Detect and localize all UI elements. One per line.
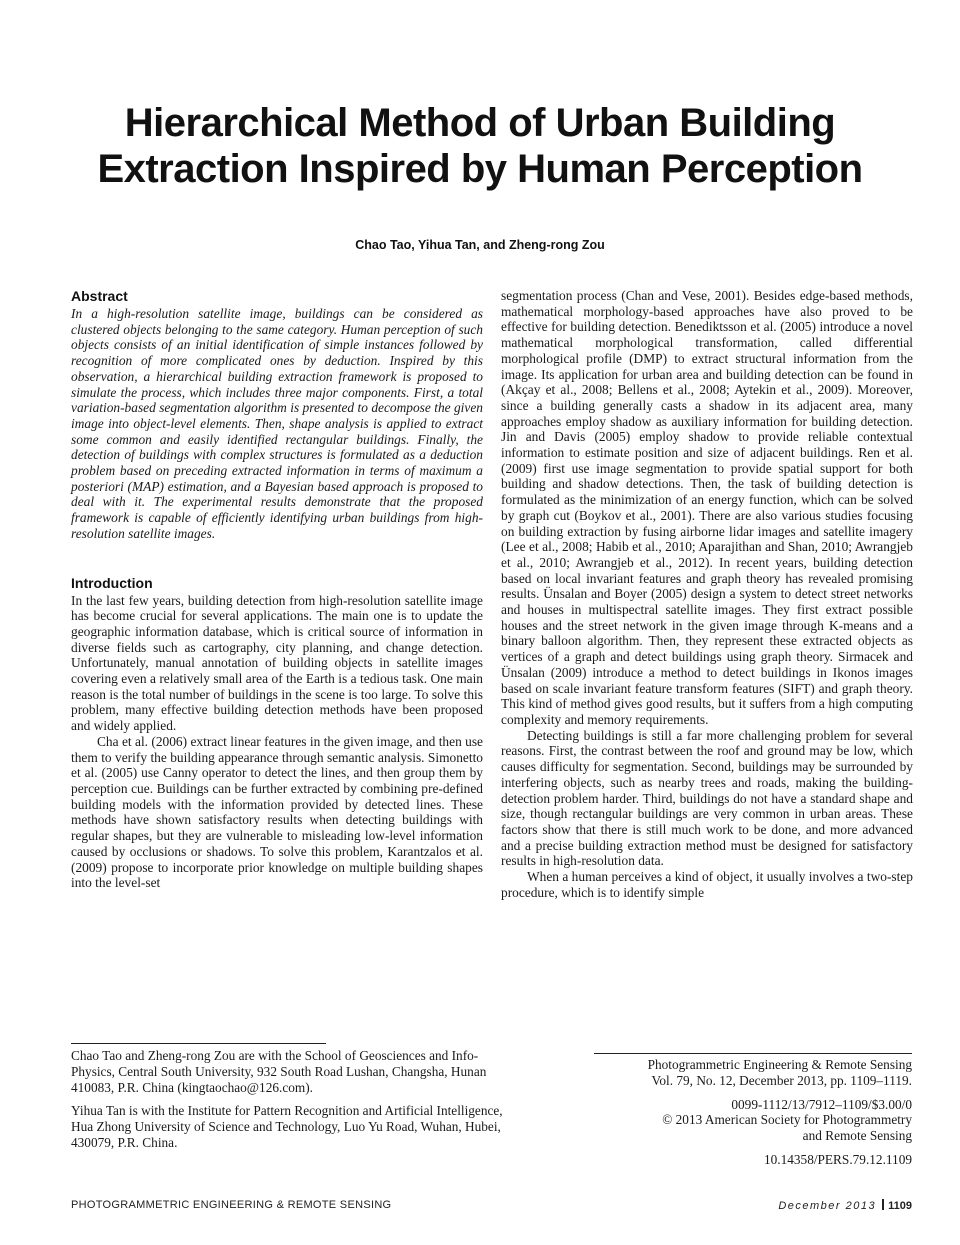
publication-info [552, 1057, 912, 1176]
footer-journal: PHOTOGRAMMETRIC ENGINEERING & REMOTE SENSING [71, 1199, 392, 1211]
paper-title [70, 100, 890, 192]
left-column [71, 288, 483, 891]
affiliation-1: Chao Tao and Zheng-rong Zou are with the School of Geosciences and Info-Physics, Central South University, 932 South Road Lushan, Changsha, Hunan 410083, P.R. China (kingtaochao@126.com). [71, 1048, 487, 1095]
affiliation-2: Yihua Tan is with the Institute for Pattern Recognition and Artificial Intelligence, Hua Zhong University of Science and Technology, Luo Yu Road, Wuhan, Hubei, 430079, P.R. China. [71, 1103, 503, 1150]
right-column [501, 288, 913, 900]
copyright-block [552, 1097, 912, 1144]
intro-paragraph-1: In the last few years, building detection from high-resolution satellite image has become crucial for several applications. The main one is to update the geographic information database, which is critical source of information in diverse fields such as cartography, city planning, and change detection. Unfortunately, manual annotation of building objects in satellite images covering even a relatively small area of the Earth is a tedious task. One main reason is the total number of buildings in the scene is too large. To solve this problem, many effective building detection methods have been proposed and widely applied. [71, 592, 483, 734]
journal-name: Photogrammetric Engineering & Remote Sensing [647, 1057, 912, 1072]
footer-page-info [778, 1199, 912, 1212]
title-line-2: Extraction Inspired by Human Perception [97, 147, 863, 191]
page-number: 1109 [888, 1200, 912, 1212]
introduction-heading: Introduction [71, 574, 153, 591]
author-affiliations [71, 1048, 516, 1159]
copyright-line-1: © 2013 American Society for Photogrammetry [662, 1112, 912, 1128]
title-line-1: Hierarchical Method of Urban Building [124, 101, 836, 145]
right-paragraph-1: segmentation process (Chan and Vese, 2001). Besides edge-based methods, mathematical morphology-based approaches have also proved to be effective for building detection. Benediktsson et al. (2005) introduce a novel mathematical morphological transformation, called differential morphological profile (DMP) to extract structural information from the image. Its application for urban area and building detection can be found in (Akçay et al., 2008; Bellens et al., 2008; Aytekin et al., 2009). Moreover, since a building generally casts a shadow in its adjacent area, many approaches employ shadow as auxiliary information for building detection. Jin and Davis (2005) employ shadow to provide reliable contextual information to estimate position and size of adjacent buildings. Ren et al. (2009) first use image segmentation to provide spatial support for both building and shadow detections. Then, the task of building detection is formulated as the minimization of an energy function, which can be solved by graph cut (Boykov et al., 2001). There are also various studies focusing on building extraction by fusing airborne lidar images and satellite imagery (Lee et al., 2008; Habib et al., 2010; Aparajithan and Shan, 2010; Awrangjeb et al., 2010; Awrangjeb et al., 2012). In recent years, building detection based on local invariant features and graph theory has revealed promising results. Ünsalan and Boyer (2005) design a system to detect street networks and houses in multispectral satellite images. They first extract possible houses and the street network in the given image through K-means and a binary balloon algorithm. Then, they represent these extracted objects as vertices of a graph and detect buildings using graph theory. Sirmacek and Ünsalan (2009) introduce a method to detect buildings in Ikonos images based on scale invariant feature transform features (SIFT) and graph theory. This kind of method gives good results, but it suffers from a high computing complexity and memory requirements. [501, 288, 913, 727]
journal-citation [552, 1057, 912, 1089]
copyright-line-2: and Remote Sensing [802, 1128, 912, 1144]
affiliation-divider [71, 1043, 326, 1044]
article-code: 0099-1112/13/7912–1109/$3.00/0 [731, 1096, 912, 1112]
journal-volume: Vol. 79, No. 12, December 2013, pp. 1109–1119. [651, 1072, 912, 1088]
right-paragraph-3: When a human perceives a kind of object, it usually involves a two-step procedure, which is to identify simple [501, 869, 913, 900]
publication-divider [594, 1053, 912, 1054]
author-list: Chao Tao, Yihua Tan, and Zheng-rong Zou [355, 238, 605, 252]
footer-separator [882, 1199, 884, 1210]
intro-paragraph-2: Cha et al. (2006) extract linear features in the given image, and then use them to verify the building appearance through semantic analysis. Simonetto et al. (2005) use Canny operator to detect the lines, and then group them by perception cue. Buildings can be further extracted by combining pre-defined building models with the information provided by detected lines. These methods have shown satisfactory results when detecting buildings with regular shapes, but they are vulnerable to misleading low-level information caused by occlusions or shadows. To solve this problem, Karantzalos et al. (2009) propose to incorporate prior knowledge on multiple building shapes into the level-set [71, 733, 483, 891]
doi: 10.14358/PERS.79.12.1109 [763, 1151, 912, 1167]
right-paragraph-2: Detecting buildings is still a far more challenging problem for several reasons. First, the contrast between the roof and ground may be low, which causes difficulty for segmentation. Second, buildings may be surrounded by interfering objects, such as nearby trees and roads, making the building-detection problem harder. Third, buildings do not have a standard shape and size, though rectangular buildings are very common in urban areas. These factors show that there is still much work to be done, and more advanced and a precise building extraction method must be designed for satisfactory results in high-resolution data. [501, 727, 913, 869]
abstract-heading: Abstract [71, 288, 128, 304]
abstract-text: In a high-resolution satellite image, buildings can be considered as clustered objects belonging to the same category. Human perception of such objects consists of an initial identification of simple instances followed by recognition of more complicated ones by deduction. Inspired by this observation, a hierarchical building extraction framework is proposed to simulate the process, which includes three major components. First, a total variation-based segmentation algorithm is presented to decompose the given image into object-level elements. Then, shape analysis is applied to extract some common and easily identified rectangular buildings. Finally, the detection of buildings with complex structures is formulated as a deduction problem based on preceding extracted information in terms of maximum a posteriori (MAP) estimation, and a Bayesian based approach is proposed to deal with it. The experimental results demonstrate that the proposed framework is capable of efficiently identifying urban buildings from high-resolution satellite images. [71, 306, 483, 541]
footer-date: December 2013 [778, 1200, 877, 1212]
